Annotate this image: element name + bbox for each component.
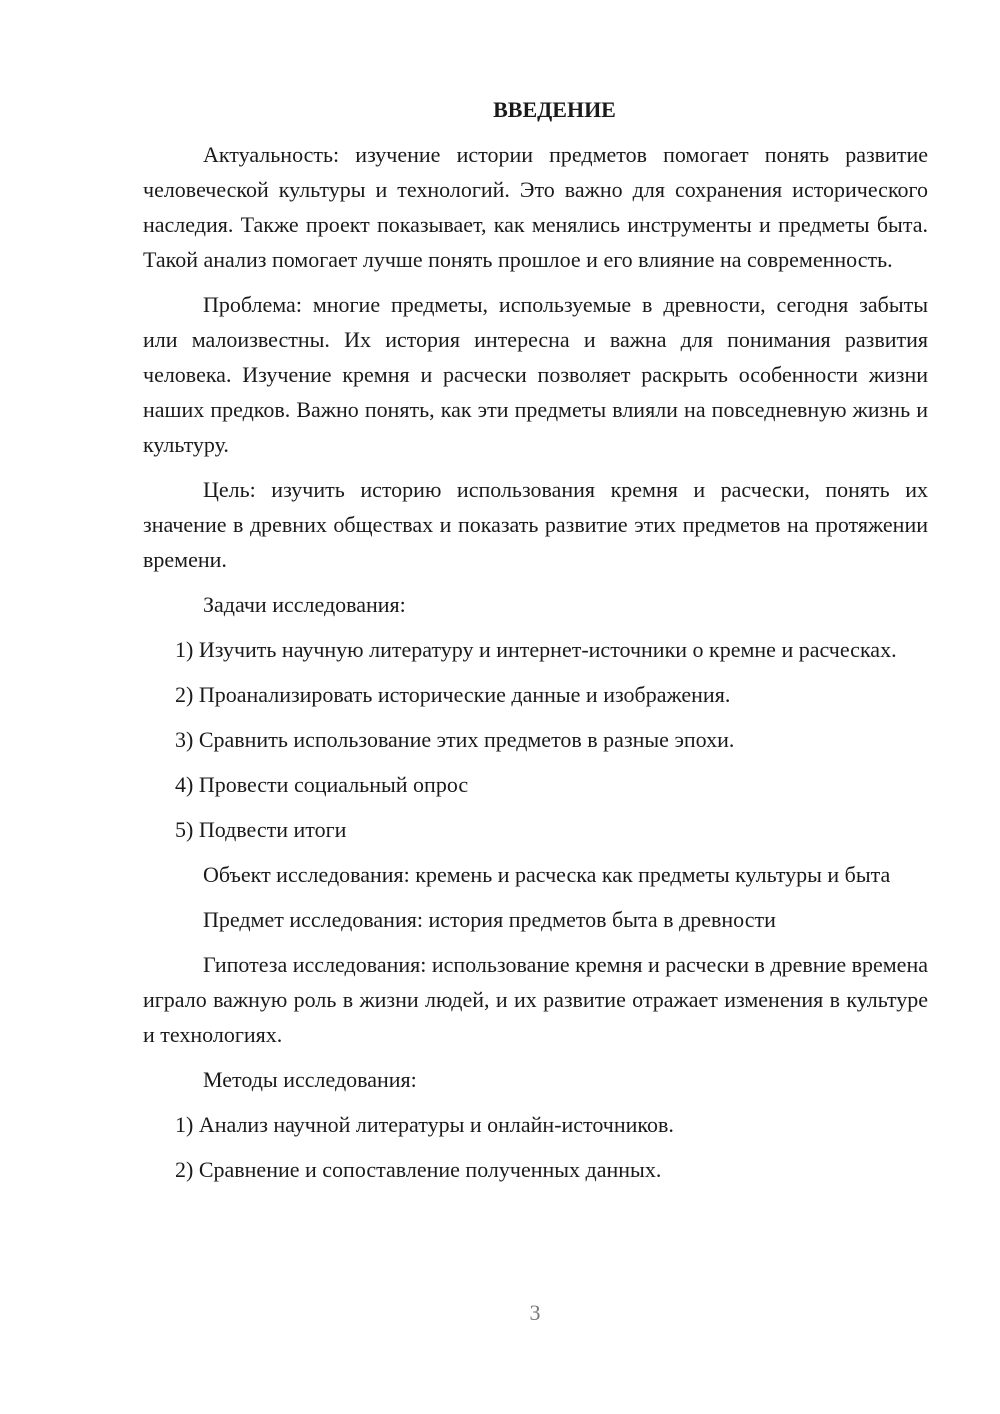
page-number: 3 (529, 1300, 541, 1325)
object-paragraph: Объект исследования: кремень и расческа как предметы культуры и быта (203, 862, 891, 887)
hypothesis-paragraph: Гипотеза исследования: использование кремня и расчески в древние времена играло важную роль в жизни людей, и их развитие отражает изменения в культуре и технологиях. (143, 952, 928, 1047)
task-item: 1) Изучить научную литературу и интернет-источники о кремне и расческах. (175, 637, 897, 662)
subject-paragraph: Предмет исследования: история предметов быта в древности (203, 907, 776, 932)
methods-heading: Методы исследования: (203, 1067, 417, 1092)
method-item: 2) Сравнение и сопоставление полученных данных. (175, 1157, 662, 1182)
tasks-heading: Задачи исследования: (203, 592, 406, 617)
problem-paragraph: Проблема: многие предметы, используемые в древности, сегодня забыты или малоизвестны. Их история интересна и важна для понимания развития человека. Изучение кремня и расчески позволяет раскрыть особенности жизни наших предков. Важно понять, как эти предметы влияли на повседневную жизнь и культуру. (143, 292, 928, 457)
task-item: 2) Проанализировать исторические данные и изображения. (175, 682, 731, 707)
task-item: 5) Подвести итоги (175, 817, 347, 842)
task-item: 3) Сравнить использование этих предметов в разные эпохи. (175, 727, 735, 752)
task-item: 4) Провести социальный опрос (175, 772, 469, 797)
document-page (143, 92, 928, 1197)
method-item: 1) Анализ научной литературы и онлайн-источников. (175, 1112, 674, 1137)
document-title: ВВЕДЕНИЕ (493, 97, 616, 122)
goal-paragraph: Цель: изучить историю использования кремня и расчески, понять их значение в древних обществах и показать развитие этих предметов на протяжении времени. (143, 477, 928, 572)
relevance-paragraph: Актуальность: изучение истории предметов помогает понять развитие человеческой культуры и технологий. Это важно для сохранения исторического наследия. Также проект показывает, как менялись инструменты и предметы быта. Такой анализ помогает лучше понять прошлое и его влияние на современность. (143, 142, 928, 272)
